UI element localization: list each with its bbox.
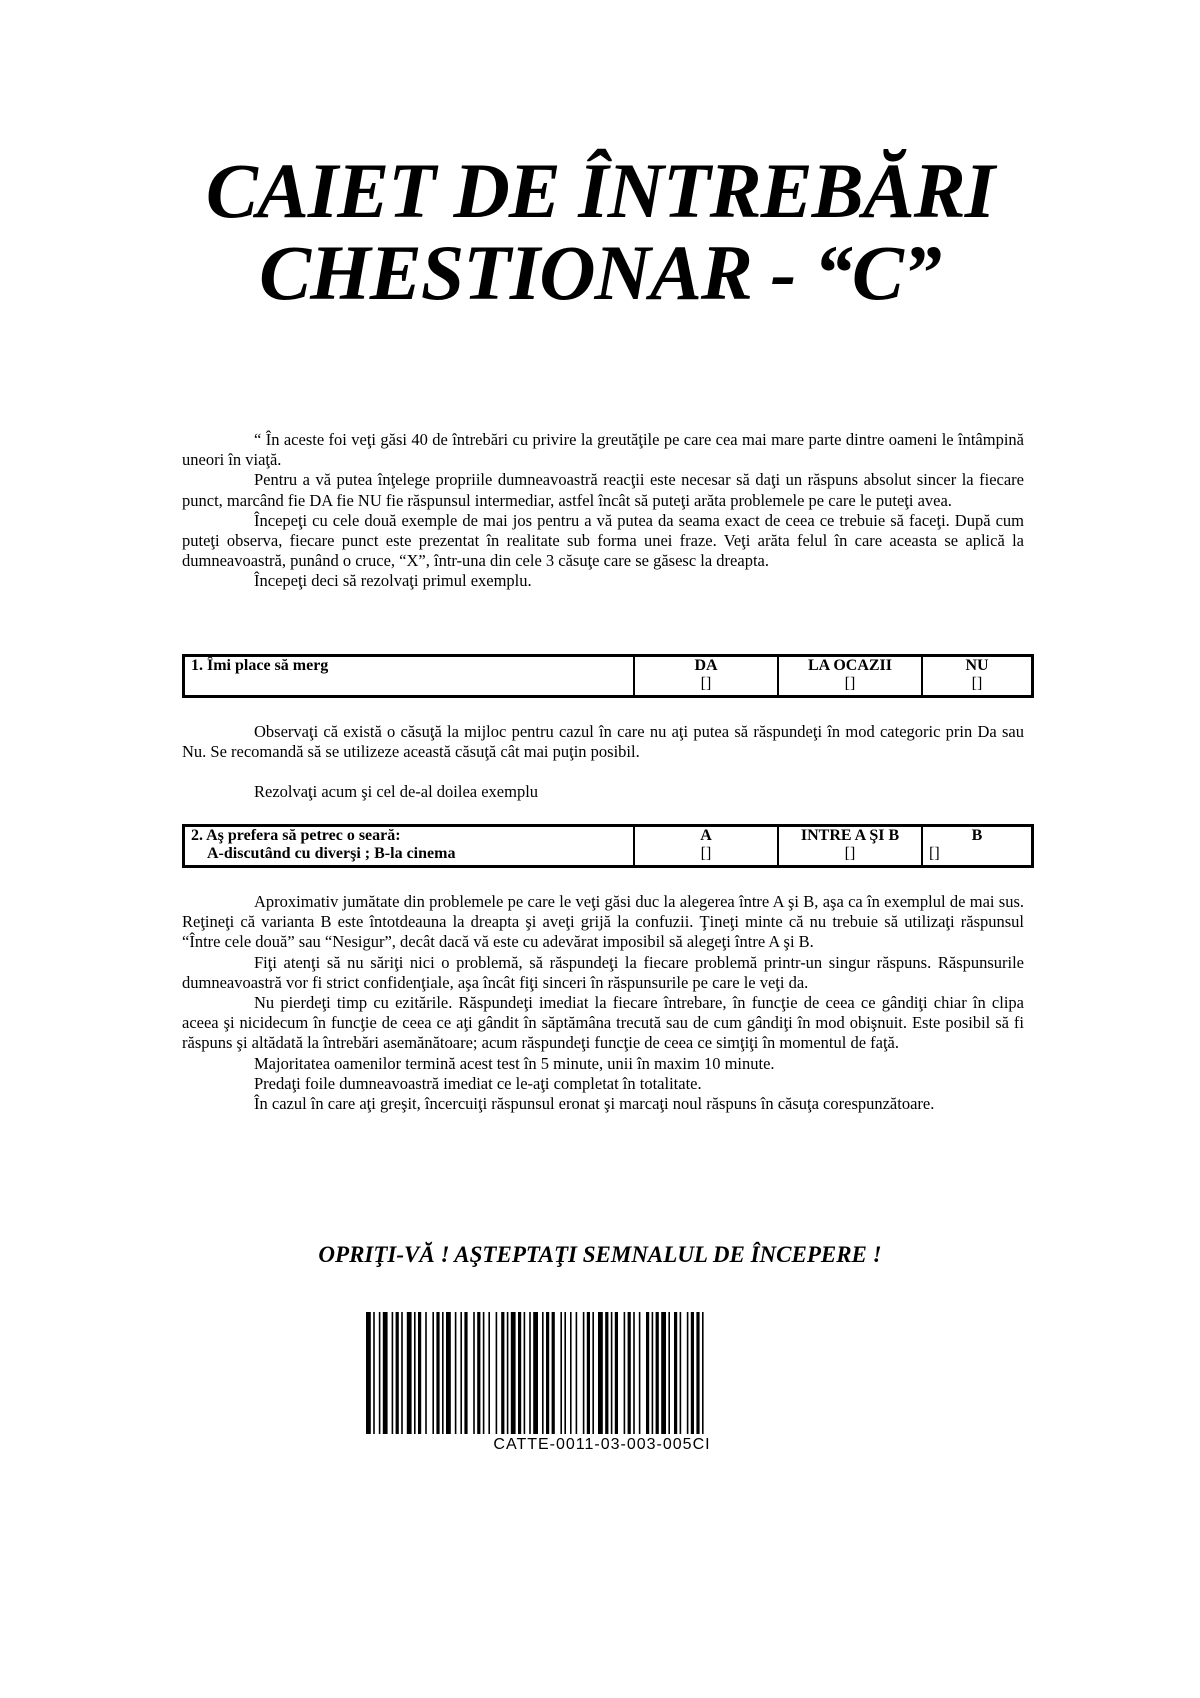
question-line: 2. Aş prefera să petrec o seară: [191, 827, 401, 844]
option-label: LA OCAZII [807, 657, 893, 674]
example1-option-da[interactable] [634, 656, 778, 697]
option-label: A [700, 827, 712, 844]
instruction-paragraph: Nu pierdeţi timp cu ezitările. Răspundeţi imediat la fiecare întrebare, în funcţie de ceea ce gândiţi chiar în clipa aceea şi nicidecum în funcţie de ceea ce aţi gândit în săptămâna trecută sau de cum gândiţi în mod obişnuit. Este posibil să fi răspuns şi altădată la întrebări asemănătoare; acum răspundeţi funcţie de ceea ce simţiţi în momentul de faţă. [182, 993, 1024, 1053]
checkbox[interactable]: [] [700, 675, 712, 692]
document-title-line1: CAIET DE ÎNTREBĂRI [205, 147, 995, 234]
option-label: B [971, 827, 983, 844]
example1-question: 1. Îmi place să merg [184, 656, 635, 697]
checkbox[interactable]: [] [844, 675, 856, 692]
example2-table [182, 824, 1034, 868]
middle-paragraph: Rezolvaţi acum şi cel de-al doilea exemplu [254, 782, 539, 802]
example1-option-la-ocazii[interactable] [778, 656, 922, 697]
option-label: NU [965, 657, 989, 674]
example2-option-a[interactable] [634, 826, 778, 867]
instruction-paragraph: Aproximativ jumătate din problemele pe care le veţi găsi duc la alegerea între A şi B, aşa ca în exemplul de mai sus. Reţineţi că varianta B este întotdeauna la dreapta şi aveţi grijă la confuzii. Ţineţi minte că nu trebuie să utilizaţi răspunsul “Între cele două” sau “Nesigur”, decât dacă vă este cu adevărat imposibil să alegeţi între A şi B. [182, 892, 1024, 952]
checkbox[interactable]: [] [700, 845, 712, 862]
option-label: DA [694, 657, 718, 674]
document-title-line2: CHESTIONAR - “C” [259, 229, 941, 316]
checkbox[interactable]: [] [971, 675, 983, 692]
stop-notice: OPRIŢI-VĂ ! AŞTEPTAŢI SEMNALUL DE ÎNCEPERE ! [318, 1242, 882, 1267]
intro-paragraph: Începeţi deci să rezolvaţi primul exemplu. [254, 571, 532, 591]
example1-option-nu[interactable] [922, 656, 1033, 697]
example1-table [182, 654, 1034, 698]
example2-option-intre[interactable] [778, 826, 922, 867]
intro-paragraph: “ În aceste foi veţi găsi 40 de întrebări cu privire la greutăţile pe care cea mai mare parte dintre oameni le întâmpină uneori în viaţă. [182, 430, 1024, 470]
intro-paragraph: Pentru a vă putea înţelege propriile dumneavoastră reacţii este necesar să daţi un răspuns absolut sincer la fiecare punct, marcând fie DA fie NU fie răspunsul intermediar, astfel încât să puteţi arăta problemele pe care le puteţi avea. [182, 470, 1024, 510]
middle-paragraph: Observaţi că există o căsuţă la mijloc pentru cazul în care nu aţi putea să răspundeţi în mod categoric prin Da sau Nu. Se recomandă să se utilizeze această căsuţă cât mai puţin posibil. [182, 722, 1024, 762]
barcode-text: CATTE-0011-03-003-005CI [493, 1436, 711, 1453]
question-line: A-discutând cu diverşi ; B-la cinema [207, 845, 456, 862]
instruction-paragraph: Majoritatea oamenilor termină acest test în 5 minute, unii în maxim 10 minute. [254, 1053, 775, 1073]
barcode-image [362, 1312, 842, 1434]
instructions-section [182, 892, 1024, 1114]
instruction-paragraph: Fiţi atenţi să nu săriţi nici o problemă, să răspundeţi la fiecare problemă printr-un singur răspuns. Răspunsurile dumneavoastră vor fi strict confidenţiale, aşa încât fiţi sinceri în răspunsurile pe care le veţi da. [182, 952, 1024, 992]
instruction-paragraph: Predaţi foile dumneavoastră imediat ce le-aţi completat în totalitate. [254, 1073, 702, 1093]
middle-section [182, 722, 1024, 803]
checkbox[interactable]: [] [929, 845, 940, 862]
checkbox[interactable]: [] [844, 845, 856, 862]
example2-option-b[interactable] [922, 826, 1033, 867]
instruction-paragraph: În cazul în care aţi greşit, încercuiţi răspunsul eronat şi marcaţi noul răspuns în căsuţa corespunzătoare. [254, 1094, 935, 1114]
example2-question [184, 826, 635, 867]
option-label: INTRE A ŞI B [800, 827, 900, 844]
intro-section [182, 430, 1024, 592]
intro-paragraph: Începeţi cu cele două exemple de mai jos pentru a vă putea da seama exact de ceea ce trebuie să faceţi. După cum puteţi observa, fiecare punct este prezentat în realitate sub forma unei fraze. Veţi arăta felul în care aceasta se aplică la dumneavoastră, punând o cruce, “X”, într-una din cele 3 căsuţe care se găsesc la dreapta. [182, 510, 1024, 571]
